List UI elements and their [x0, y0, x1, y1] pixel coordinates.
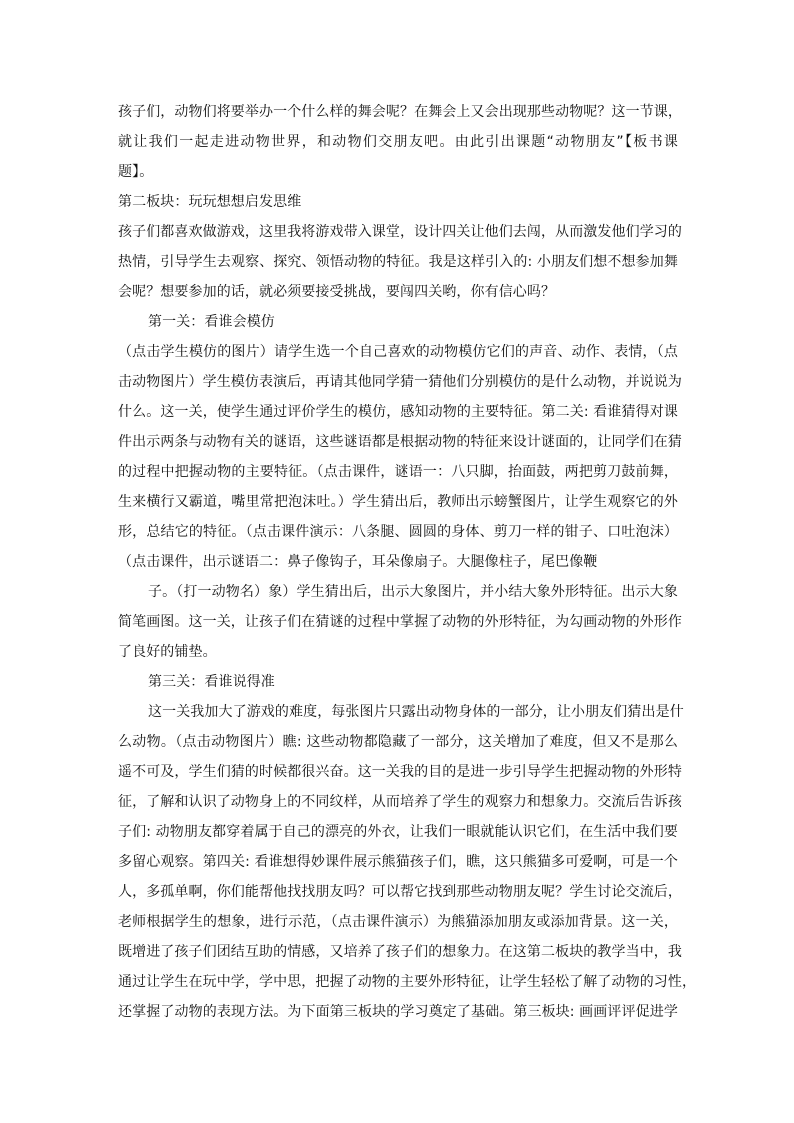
paragraph-line: 子。（打一动物名）象）学生猜出后，出示大象图片，并小结大象外形特征。出示大象 [148, 584, 678, 600]
paragraph-line: 还掌握了动物的表现方法。为下面第三板块的学习奠定了基础。第三板块: 画画评评促进学 [118, 1004, 678, 1020]
paragraph-line: 人，多孤单啊，你们能帮他找找朋友吗？可以帮它找到那些动物朋友呢？学生讨论交流后， [118, 884, 682, 900]
paragraph-line: 击动物图片）学生模仿表演后，再请其他同学猜一猜他们分别模仿的是什么动物，并说说为 [118, 374, 682, 390]
paragraph-line: 件出示两条与动物有关的谜语，这些谜语都是根据动物的特征来设计谜面的，让同学们在猜 [118, 434, 682, 450]
paragraph-line: 老师根据学生的想象，进行示范，（点击课件演示）为熊猫添加朋友或添加背景。这一关， [118, 914, 678, 930]
paragraph-line: 通过让学生在玩中学，学中思，把握了动物的主要外形特征，让学生轻松了解了动物的习性， [118, 974, 697, 990]
section-heading: 第一关：看谁会模仿 [148, 314, 275, 330]
paragraph-line: 简笔画图。这一关，让孩子们在猜谜的过程中掌握了动物的外形特征，为勾画动物的外形作 [118, 614, 682, 630]
paragraph-line: 热情，引导学生去观察、探究、领悟动物的特征。我是这样引入的: 小朋友们想不想参加舞 [118, 254, 678, 270]
paragraph-line: 了良好的铺垫。 [118, 644, 217, 660]
paragraph-line: 什么。这一关，使学生通过评价学生的模仿，感知动物的主要特征。第二关: 看谁猜得对课 [118, 404, 678, 420]
paragraph-line: 子们: 动物朋友都穿着属于自己的漂亮的外衣，让我们一眼就能认识它们，在生活中我们要 [118, 824, 678, 840]
paragraph-line: 遥不可及，学生们猜的时候都很兴奋。这一关我的目的是进一步引导学生把握动物的外形特 [118, 764, 682, 780]
paragraph-line: 生来横行又霸道，嘴里常把泡沫吐。）学生猜出后，教师出示螃蟹图片，让学生观察它的外 [118, 494, 678, 510]
paragraph-line: 么动物。（点击动物图片）瞧: 这些动物都隐藏了一部分，这关增加了难度，但又不是那么 [118, 734, 678, 750]
paragraph-line: 会呢？想要参加的话，就必须要接受挑战，要闯四关哟，你有信心吗？ [118, 284, 556, 300]
paragraph-line: 孩子们，动物们将要举办一个什么样的舞会呢？在舞会上又会出现那些动物呢？这一节课， [118, 104, 682, 120]
paragraph-line: （点击课件，出示谜语二：鼻子像钩子，耳朵像扇子。大腿像柱子，尾巴像鞭 [118, 554, 598, 570]
paragraph-line: 孩子们都喜欢做游戏，这里我将游戏带入课堂，设计四关让他们去闯，从而激发他们学习的 [118, 224, 682, 240]
paragraph-line: 形，总结它的特征。（点击课件演示：八条腿、圆圆的身体、剪刀一样的钳子、口吐泡沫） [118, 524, 678, 540]
paragraph-line: 这一关我加大了游戏的难度，每张图片只露出动物身体的一部分，让小朋友们猜出是什 [148, 704, 684, 720]
paragraph-line: 题】。 [118, 164, 154, 180]
section-heading: 第二板块：玩玩想想启发思维 [118, 194, 302, 210]
paragraph-line: 多留心观察。第四关: 看谁想得妙课件展示熊猫孩子们，瞧，这只熊猫多可爱啊，可是一个 [118, 854, 678, 870]
paragraph-line: 既增进了孩子们团结互助的情感，又培养了孩子们的想象力。在这第二板块的教学当中，我 [118, 944, 682, 960]
paragraph-line: （点击学生模仿的图片）请学生选一个自己喜欢的动物模仿它们的声音、动作、表情，（点 [118, 344, 678, 360]
section-heading: 第三关：看谁说得准 [148, 674, 275, 690]
paragraph-line: 征，了解和认识了动物身上的不同纹样，从而培养了学生的观察力和想象力。交流后告诉孩 [118, 794, 682, 810]
paragraph-line: 就让我们一起走进动物世界，和动物们交朋友吧。由此引出课题“动物朋友”【板书课 [118, 134, 678, 150]
paragraph-line: 的过程中把握动物的主要特征。（点击课件，谜语一：八只脚，抬面鼓，两把剪刀鼓前舞， [118, 464, 678, 480]
